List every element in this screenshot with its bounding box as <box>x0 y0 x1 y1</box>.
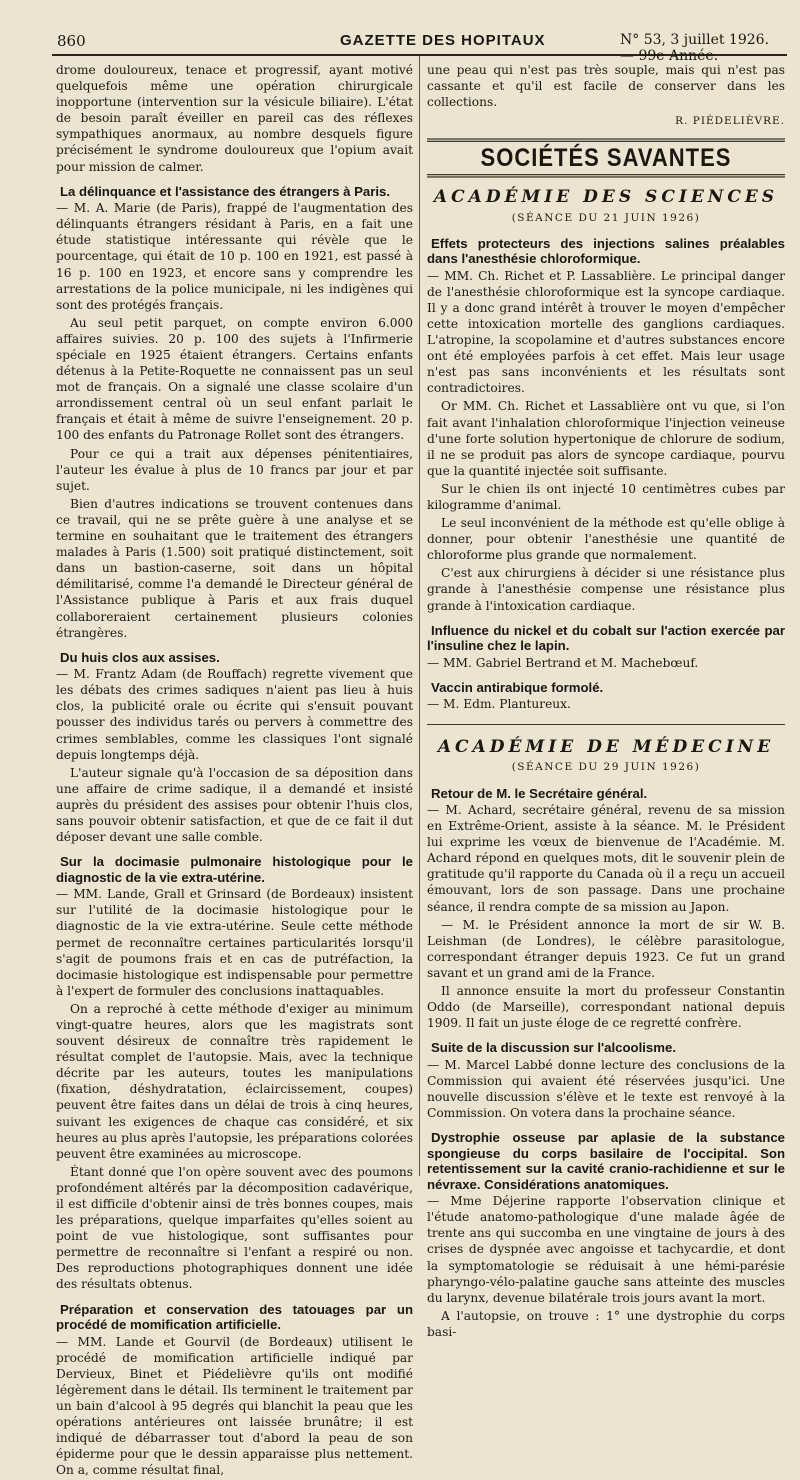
article-huis-clos <box>56 650 413 846</box>
column-divider <box>419 56 420 1176</box>
paragraph: — MM. Gabriel Bertrand et M. Machebœuf. <box>427 655 699 670</box>
article-title: Influence du nickel et du cobalt sur l'action exercée par l'insuline chez le lapin. <box>427 622 785 654</box>
session-date: (SÉANCE DU 29 JUIN 1926) <box>511 761 701 774</box>
continued-text: une peau qui n'est pas très souple, mais qui n'est pas cassante et qu'il est facile de conserver dans les collections. <box>427 63 785 110</box>
section-banner: SOCIÉTÉS SAVANTES <box>427 139 785 178</box>
paragraph: — M. A. Marie (de Paris), frappé de l'augmentation des délinquants étrangers résidant à Paris, en a fait une étude statistique intéressante qui révèle que le pourcentage, qui était de 10 p. 100 en 1921, est passé à 16 p. 100 en 1923, et encore sans y comprendre les arrestations de la police municipale, ni les indigènes qui sont des protégés français. <box>56 201 413 312</box>
paragraph: — M. Achard, secrétaire général, revenu de sa mission en Extrême-Orient, assiste à la séance. M. le Président lui exprime les vœux de bienvenue de l'Académie. M. Achard répond en quelques mots, dit le souvenir plein de gratitude qu'il rapporte du Canada où il a reçu un accueil émouvant, lors de son passage. Dans une prochaine séance, il rendra compte de sa mission au Japon. <box>427 803 785 914</box>
article-injections-salines <box>427 236 785 614</box>
author-signature: R. PIÉDELIÈVRE. <box>675 115 785 128</box>
article-alcoolisme <box>427 1040 785 1121</box>
academy-heading: ACADÉMIE DE MÉDECINE <box>437 737 775 758</box>
page-number: 860 <box>57 32 86 50</box>
paragraph: Le seul inconvénient de la méthode est qu'elle oblige à donner, pour obtenir l'anesthésie une quantité de chloroforme plus grande que normalement. <box>427 516 785 563</box>
article-title: Du huis clos aux assises. <box>60 649 220 665</box>
article-title: La délinquance et l'assistance des étrangers à Paris. <box>60 183 391 199</box>
article-title: Sur la docimasie pulmonaire histologique pour le diagnostic de la vie extra-utérine. <box>56 854 413 885</box>
paragraph: Sur le chien ils ont injecté 10 centimètres cubes par kilogramme d'animal. <box>427 481 785 512</box>
article-tatouages <box>56 1302 413 1479</box>
paragraph: — M. Frantz Adam (de Rouffach) regrette vivement que les débats des crimes sadiques n'aient pas lieu à huis clos, la publicité orale ou écrite qui s'ensuit pouvant pousser des individus tarés ou pervers à commettre des crimes semblables, comme les classiques l'ont signalé depuis longtemps déjà. <box>56 667 413 762</box>
article-docimasie <box>56 854 413 1292</box>
paragraph: C'est aux chirurgiens à décider si une résistance plus grande à l'anesthésie compense une résistance plus grande à l'intoxication cardiaque. <box>427 566 785 613</box>
paragraph: — MM. Lande, Grall et Grinsard (de Bordeaux) insistent sur l'utilité de la docimasie histologique pour le diagnostic de la vie extra-utérine. Seule cette méthode permet de reconnaître certaines particularités lorsqu'il s'agit de poumons frais et en cas de putréfaction, la docimasie histologique est indispensable pour permettre à l'expert de formuler des conclusions inattaquables. <box>56 887 413 998</box>
paragraph: — MM. Ch. Richet et P. Lassablière. Le principal danger de l'anesthésie chloroformique est la syncope cardiaque. Il y a donc grand intérêt à trouver le moyen d'empêcher cette intoxication mortelle des ganglions cardiaques. L'atropine, la scopolamine et d'autres substances encore ont été employées parfois à cet effet. Mais leur usage n'est pas sans inconvénients et les résultats sont contradictoires. <box>427 268 785 396</box>
article-title: Dystrophie osseuse par aplasie de la substance spongieuse du corps basilaire de l'occipital. Son retentissement sur la cavité cranio-rachidienne et sur le névraxe. Considérations anatomiques. <box>427 1130 785 1192</box>
paragraph: Bien d'autres indications se trouvent contenues dans ce travail, qui ne se prête guère à une analyse et se termine en souhaitant que le traitement des étrangers malades à Paris (1.500) soit pratiqué distinctement, soit dans un bastion-caserne, soit dans un hôpital démilitarisé, comme l'a demandé le Directeur général de l'Assistance publique à Paris et aux frais duquel collaboreraient certainement plusieurs colonies étrangères. <box>56 496 413 640</box>
article-title: Retour de M. le Secrétaire général. <box>431 785 648 801</box>
article-title: Préparation et conservation des tatouages par un procédé de momification artificielle. <box>56 1301 413 1333</box>
article-dystrophie <box>427 1130 785 1340</box>
section-separator <box>427 724 785 725</box>
paragraph: Au seul petit parquet, on compte environ 6.000 affaires suivies. 20 p. 100 des sujets à l'Infirmerie spéciale en 1925 étaient étrangers. Certains enfants détenus à la Petite-Roquette ne connaissent pas un seul mot de français. On a signalé une classe scolaire d'un arrondissement central où un seul enfant parlait le français et était à même de suivre l'enseignement. 20 p. 100 des enfants du Patronage Rollet sont des étrangers. <box>56 315 413 443</box>
paragraph: L'auteur signale qu'à l'occasion de sa déposition dans une affaire de crime sadique, il a demandé et insisté auprès du président des assises pour obtenir l'huis clos, sans pouvoir obtenir satisfaction, et que de ce fait il dut déposer devant une salle comble. <box>56 765 413 845</box>
paragraph: — Mme Déjerine rapporte l'observation clinique et l'étude anatomo-pathologique d'une malade âgée de trente ans qui succomba en une vingtaine de jours à des crises de dyspnée avec angoisse et tachycardie, et dont la symptomatologie se réduisait à une hémi-parésie pharyngo-vélo-palatine gauche sans atteinte des muscles du larynx, devenue bilatérale trois jours avant la mort. <box>427 1194 785 1305</box>
left-column <box>56 62 413 1480</box>
right-column <box>427 62 785 1342</box>
paragraph: On a reproché à cette méthode d'exiger au minimum vingt-quatre heures, alors que les magistrats sont souvent désireux de connaître très rapidement le résultat complet de l'autopsie. Mais, avec la technique décrite par les auteurs, toutes les manipulations (fixation, déshydratation, éclaircissement, coupes) peuvent être faites dans un délai de trois à cinq heures, suivant les exigences de chaque cas considéré, et six heures au plus après l'autopsie, les préparations colorées peuvent être examinées au microscope. <box>56 1001 413 1161</box>
paragraph: Or MM. Ch. Richet et Lassablière ont vu que, si l'on fait avant l'inhalation chloroformique l'injection veineuse d'une forte solution hypertonique de chlorure de sodium, il ne se produit pas alors de syncope cardiaque, pourvu que la quantité injectée soit suffisante. <box>427 399 785 478</box>
paragraph: — MM. Lande et Gourvil (de Bordeaux) utilisent le procédé de momification artificielle indiqué par Dervieux, Binet et Piédelièvre qu'ils ont modifié légèrement dans le détail. Ils terminent le traitement par un bain d'alcool à 95 degrés qui blanchit la peau que les opérations antérieures ont laissée brunâtre; il est indiqué de débarrasser tout d'abord la peau de son épiderme pour que le dessin apparaisse plus nettement. On a, comme résultat final, <box>56 1334 413 1478</box>
continued-text: drome douloureux, tenace et progressif, ayant motivé quelquefois même une opération chirurgicale inopportune (intervention sur la vésicule biliaire). L'état de besoin paraît éveiller en pareil cas des réflexes sympathiques anormaux, au nombre desquels figure précisément le syndrome douloureux que l'opium avait pour mission de calmer. <box>56 63 413 174</box>
paragraph: — M. Edm. Plantureux. <box>427 697 571 712</box>
paragraph: — M. Marcel Labbé donne lecture des conclusions de la Commission qui avaient été réservées jusqu'ici. Une nouvelle discussion s'élève et le texte est renvoyé à la Commission. On votera dans la prochaine séance. <box>427 1057 785 1121</box>
paragraph: Pour ce qui a trait aux dépenses pénitentiaires, l'auteur les évalue à plus de 10 francs par jour et par sujet. <box>56 446 413 493</box>
paragraph: — M. le Président annonce la mort de sir W. B. Leishman (de Londres), le célèbre parasitologue, correspondant étranger depuis 1923. Ce fut un grand savant et un grand ami de la France. <box>427 917 785 980</box>
article-title: Suite de la discussion sur l'alcoolisme. <box>431 1040 676 1056</box>
session-date: (SÉANCE DU 21 JUIN 1926) <box>511 211 701 224</box>
article-title: Effets protecteurs des injections salines préalables dans l'anesthésie chloroformique. <box>427 235 785 267</box>
issue-date: N° 53, 3 juillet 1926. — 99e Année. <box>620 32 770 64</box>
paragraph: Étant donné que l'on opère souvent avec des poumons profondément altérés par la décomposition cadavérique, il est difficile d'obtenir ainsi de très bonnes coupes, mais les préparations, quelque imparfaites qu'elles soient au point de vue histologique, sont suffisantes pour permettre de reconnaître si l'enfant a respiré ou non. Des reproductions photographiques donnent une idée des résultats obtenus. <box>56 1164 413 1292</box>
article-secretaire <box>427 786 785 1032</box>
academy-heading: ACADÉMIE DES SCIENCES <box>433 187 779 208</box>
paragraph: A l'autopsie, on trouve : 1° une dystrophie du corps basi- <box>427 1308 785 1339</box>
article-nickel-cobalt <box>427 623 785 671</box>
journal-title: GAZETTE DES HOPITAUX <box>340 32 546 49</box>
article-title: Vaccin antirabique formolé. <box>431 679 604 695</box>
page-header <box>52 28 787 64</box>
article-vaccin <box>427 680 785 713</box>
article-delinquance <box>56 184 413 641</box>
paragraph: Il annonce ensuite la mort du professeur Constantin Oddo (de Marseille), correspondant national depuis 1909. Il fait un juste éloge de ce regretté confrère. <box>427 984 785 1031</box>
